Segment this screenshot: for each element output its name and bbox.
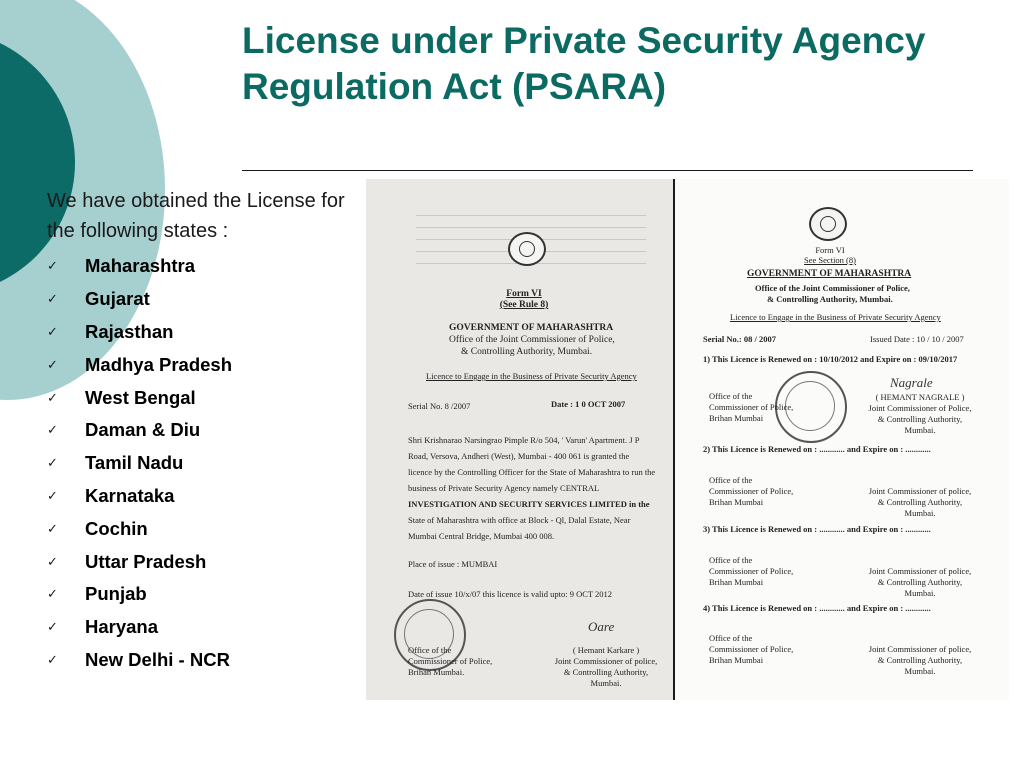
list-item xyxy=(45,414,232,447)
office-b-line: Brihan Mumbai xyxy=(709,655,764,665)
emblem-icon xyxy=(508,232,546,266)
licence-date: Date : 1 0 OCT 2007 xyxy=(551,399,626,409)
jc-line: Joint Commissioner of police, xyxy=(868,644,972,654)
licence-title: Licence to Engage in the Business of Private Security Agency xyxy=(426,371,637,381)
check-icon: ✓ xyxy=(47,291,58,307)
state-name: Tamil Nadu xyxy=(85,452,184,474)
list-item xyxy=(45,644,232,677)
renewal-line-4: 4) This Licence is Renewed on : ............ and Expire on : ............ xyxy=(703,603,931,613)
list-item xyxy=(45,611,232,644)
signer-office: & Controlling Authority, xyxy=(563,667,649,677)
jc-line: Mumbai. xyxy=(904,508,936,518)
office-a-line: Brihan Mumbai xyxy=(709,413,764,423)
emblem-icon xyxy=(809,207,847,241)
office-b-line: Office of the xyxy=(709,475,753,485)
office-left-line: Office of the xyxy=(408,645,452,655)
jc-line: Mumbai. xyxy=(904,588,936,598)
jc-line: & Controlling Authority, xyxy=(877,655,963,665)
body-line: State of Maharashtra with office at Block - Ql, Dalal Estate, Near xyxy=(408,515,631,525)
title-divider xyxy=(242,170,973,171)
office-line-1: Office of the Joint Commissioner of Police, xyxy=(449,335,615,345)
signer-office: & Controlling Authority, xyxy=(877,414,963,424)
state-name: Rajasthan xyxy=(85,320,174,342)
check-icon: ✓ xyxy=(47,553,58,569)
license-page-right xyxy=(675,179,1009,700)
license-document-photo xyxy=(366,179,1009,700)
check-icon: ✓ xyxy=(47,619,58,635)
state-name: New Delhi - NCR xyxy=(85,648,230,670)
state-name: Gujarat xyxy=(85,288,150,310)
check-icon: ✓ xyxy=(47,520,58,536)
rule-label: (See Rule 8) xyxy=(499,300,549,310)
office-b-line: Commissioner of Police, xyxy=(709,566,794,576)
jc-line: Joint Commissioner of police, xyxy=(868,486,972,496)
check-icon: ✓ xyxy=(47,422,58,438)
body-line: Road, Versova, Andheri (West), Mumbai - 400 061 is granted the xyxy=(408,451,630,461)
office-a-line: Commissioner of Police, xyxy=(709,402,794,412)
list-item xyxy=(45,283,232,316)
office-b-line: Brihan Mumbai xyxy=(709,497,764,507)
section-label: See Section (8) xyxy=(804,255,856,265)
state-name: Cochin xyxy=(85,517,148,539)
license-page-left xyxy=(366,179,674,700)
list-item xyxy=(45,381,232,414)
signature-icon: Nagrale xyxy=(890,375,933,390)
signer-name: ( HEMANT NAGRALE ) xyxy=(875,392,965,402)
list-item xyxy=(45,545,232,578)
office-left-line: Brihan Mumbai. xyxy=(408,667,465,677)
list-item xyxy=(45,447,232,480)
check-icon: ✓ xyxy=(47,258,58,274)
office-b-line: Commissioner of Police, xyxy=(709,644,794,654)
form-label: Form VI xyxy=(506,289,542,299)
state-name: Punjab xyxy=(85,583,147,605)
office-b-line: Office of the xyxy=(709,555,753,565)
check-icon: ✓ xyxy=(47,586,58,602)
jc-line: Mumbai. xyxy=(904,666,936,676)
list-item xyxy=(45,480,232,513)
jc-line: & Controlling Authority, xyxy=(877,497,963,507)
state-name: Madhya Pradesh xyxy=(85,353,233,375)
jc-line: & Controlling Authority, xyxy=(877,577,963,587)
signer-office: Joint Commissioner of Police, xyxy=(868,403,972,413)
serial-number: Serial No.: 08 / 2007 xyxy=(703,334,776,344)
state-name: Haryana xyxy=(85,616,159,638)
faded-text-line xyxy=(416,227,646,228)
signer-office: Joint Commissioner of police, xyxy=(554,656,658,666)
state-name: Uttar Pradesh xyxy=(85,550,207,572)
signature-icon: Oare xyxy=(588,619,615,634)
gov-heading: GOVERNMENT OF MAHARASHTRA xyxy=(449,323,614,333)
check-icon: ✓ xyxy=(47,323,58,339)
office-b-line: Office of the xyxy=(709,633,753,643)
check-icon: ✓ xyxy=(47,651,58,667)
list-item xyxy=(45,250,232,283)
state-name: Maharashtra xyxy=(85,255,196,277)
office-b-line: Commissioner of Police, xyxy=(709,486,794,496)
signer-office: Mumbai. xyxy=(904,425,936,435)
office-left-line: Commissioner of Police, xyxy=(408,656,493,666)
intro-text: We have obtained the License for the following states : xyxy=(47,190,345,242)
body-line: business of Private Security Agency namely CENTRAL xyxy=(408,483,600,493)
office-line-1: Office of the Joint Commissioner of Police, xyxy=(755,283,910,293)
state-name: West Bengal xyxy=(85,386,196,408)
check-icon: ✓ xyxy=(47,389,58,405)
check-icon: ✓ xyxy=(47,487,58,503)
jc-line: Joint Commissioner of police, xyxy=(868,566,972,576)
date-of-issue: Date of issue 10/x/07 this licence is valid upto: 9 OCT 2012 xyxy=(408,589,613,599)
check-icon: ✓ xyxy=(47,356,58,372)
issued-date: Issued Date : 10 / 10 / 2007 xyxy=(870,334,964,344)
body-line: Shri Krishnarao Narsingrao Pimple R/o 504, ' Varun' Apartment. J P xyxy=(408,435,640,445)
list-item xyxy=(45,316,232,349)
licence-title: Licence to Engage in the Business of Private Security Agency xyxy=(730,312,941,322)
office-line-2: & Controlling Authority, Mumbai. xyxy=(767,294,893,304)
signer-office: Mumbai. xyxy=(590,678,622,688)
slide-title: License under Private Security Agency Regulation Act (PSARA) xyxy=(242,20,926,107)
gov-heading: GOVERNMENT OF MAHARASHTRA xyxy=(747,269,912,279)
office-line-2: & Controlling Authority, Mumbai. xyxy=(461,347,593,357)
office-a-line: Office of the xyxy=(709,391,753,401)
renewal-line-1: 1) This Licence is Renewed on : 10/10/2012 and Expire on : 09/10/2017 xyxy=(703,354,958,364)
form-label: Form VI xyxy=(815,245,845,255)
faded-text-line xyxy=(416,215,646,216)
renewal-line-3: 3) This Licence is Renewed on : ............ and Expire on : ............ xyxy=(703,524,931,534)
body-line: INVESTIGATION AND SECURITY SERVICES LIMITED in the xyxy=(408,499,650,509)
place-of-issue: Place of issue : MUMBAI xyxy=(408,559,498,569)
state-name: Daman & Diu xyxy=(85,419,201,441)
state-name: Karnataka xyxy=(85,484,175,506)
body-line: licence by the Controlling Officer for the State of Maharashtra to run the xyxy=(408,467,656,477)
check-icon: ✓ xyxy=(47,455,58,471)
list-item xyxy=(45,512,232,545)
renewal-line-2: 2) This Licence is Renewed on : ............ and Expire on : ............ xyxy=(703,444,931,454)
body-line: Mumbai Central Bridge, Mumbai 400 008. xyxy=(408,531,555,541)
signer-name: ( Hemant Karkare ) xyxy=(572,645,640,655)
list-item xyxy=(45,578,232,611)
serial-number: Serial No. 8 /2007 xyxy=(408,401,471,411)
states-list xyxy=(45,250,232,676)
list-item xyxy=(45,348,232,381)
office-b-line: Brihan Mumbai xyxy=(709,577,764,587)
